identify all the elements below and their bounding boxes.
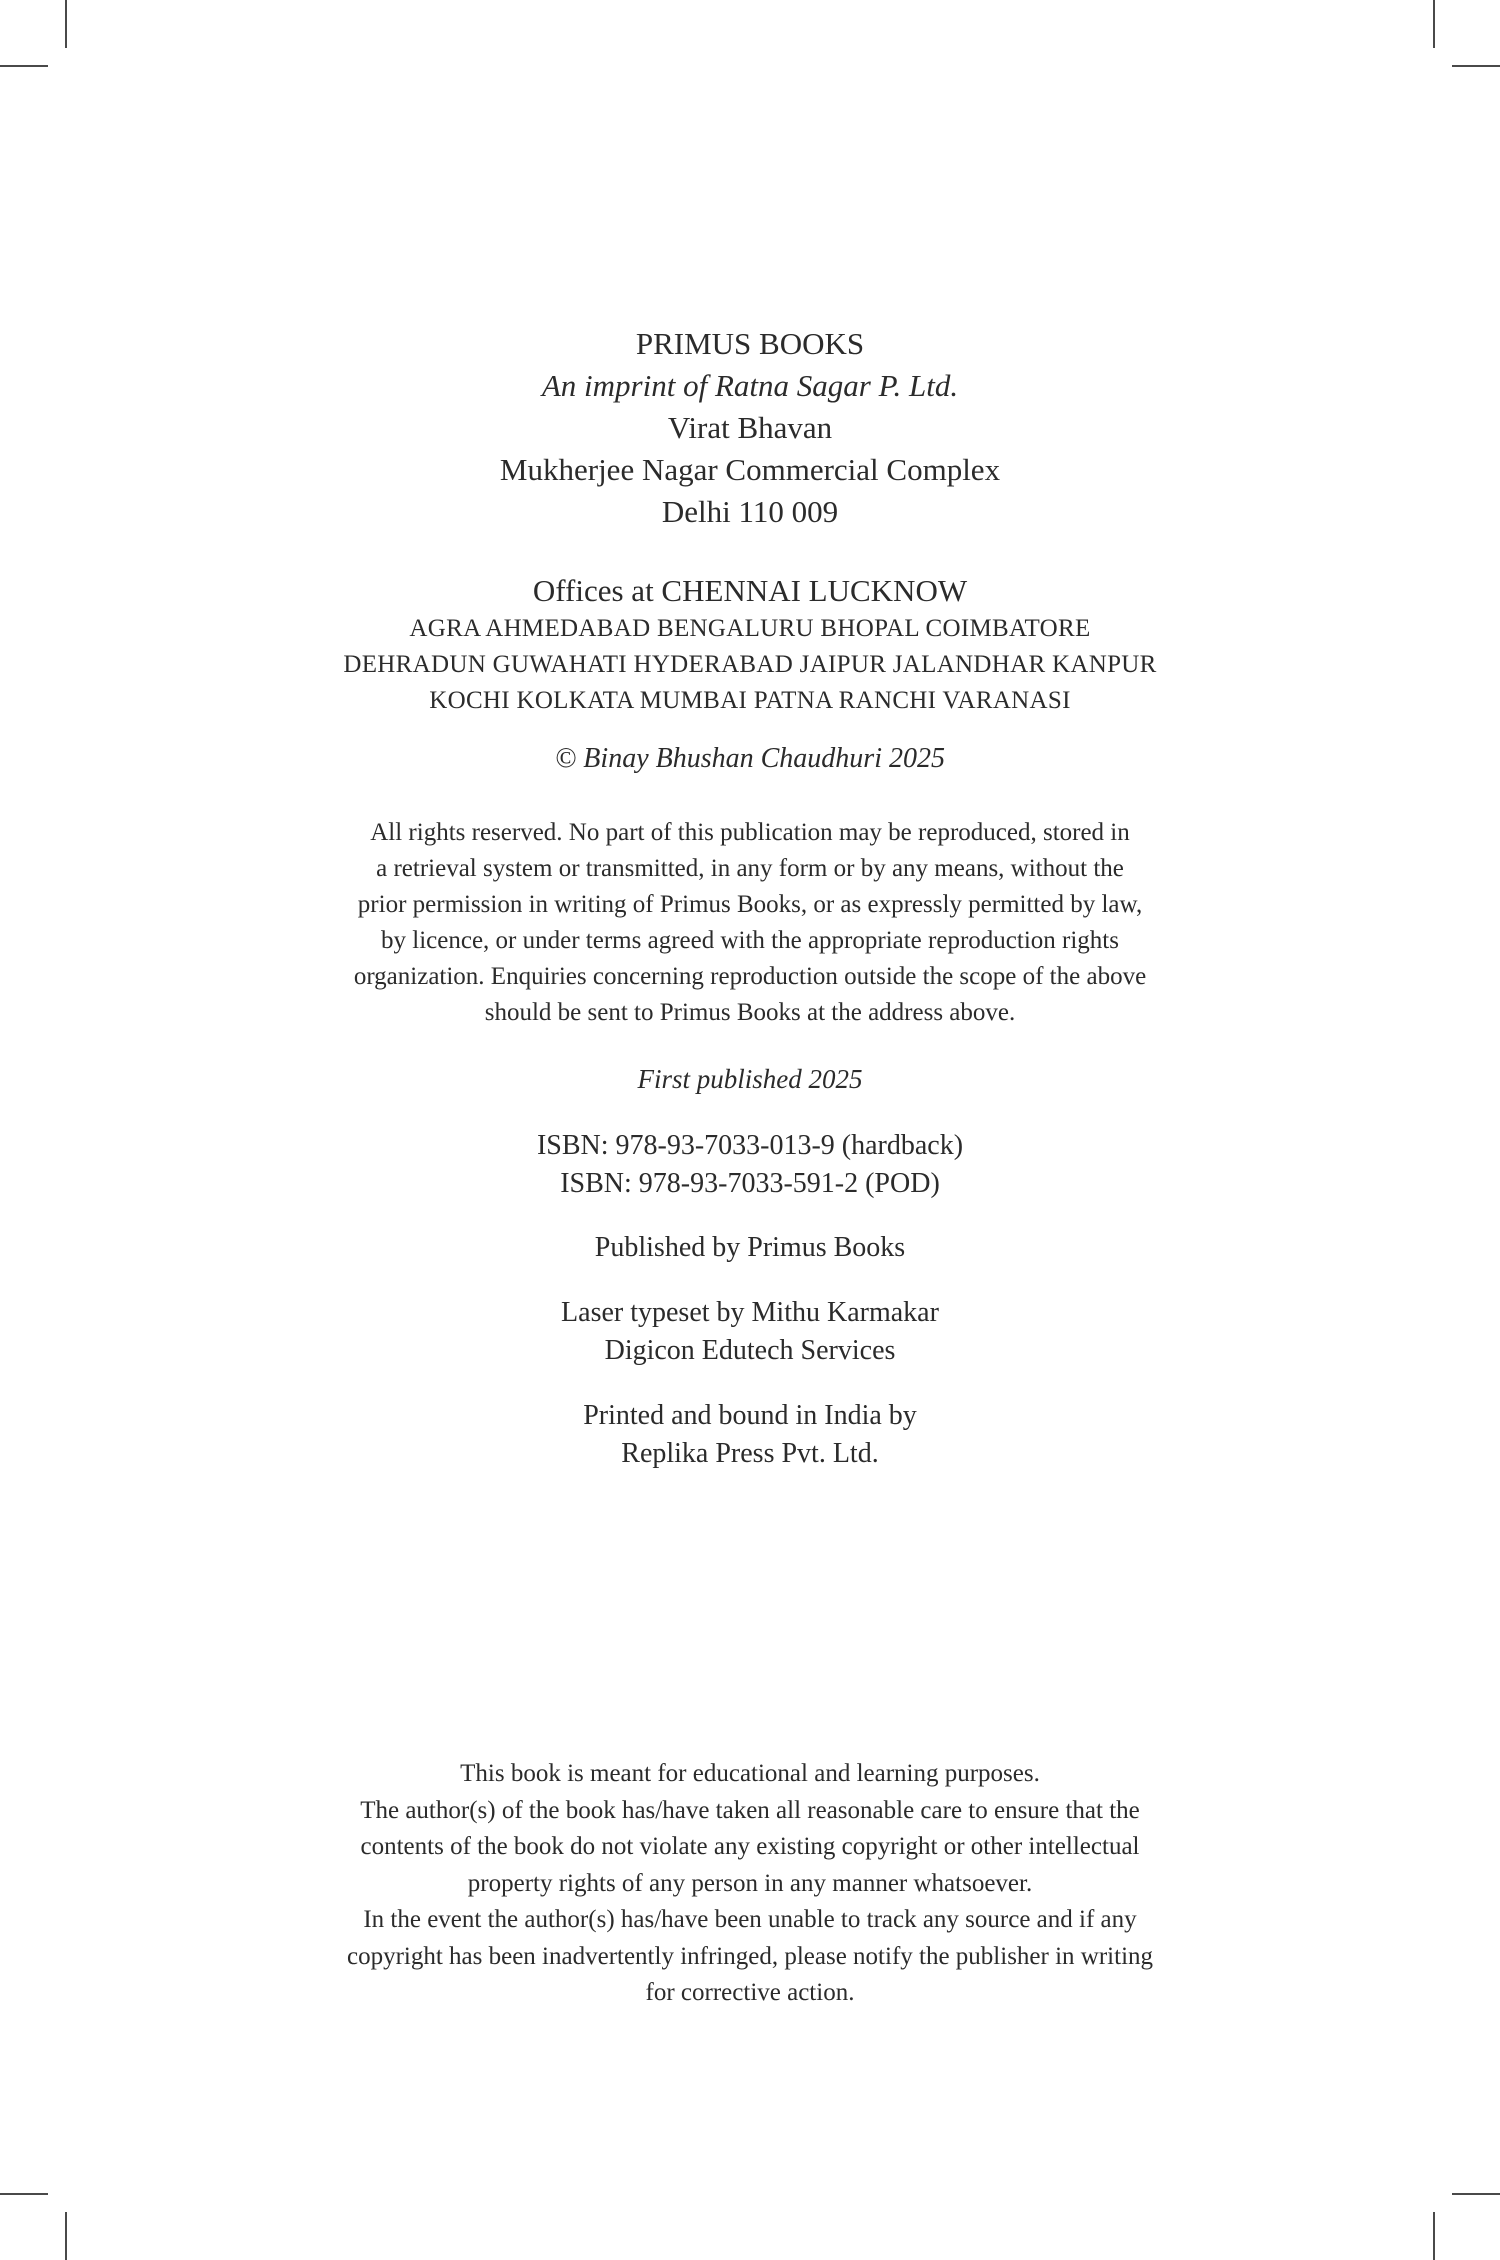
disclaimer-line: In the event the author(s) has/have been unable to track any source and if any <box>363 1906 1137 1933</box>
first-published <box>0 1060 1500 1098</box>
rights-line: organization. Enquiries concerning reproduction outside the scope of the above <box>353 963 1147 990</box>
disclaimer-line: This book is meant for educational and learning purposes. <box>460 1760 1040 1787</box>
published-by <box>0 1229 1500 1267</box>
rights-reserved-paragraph <box>0 815 1500 1031</box>
typeset-line: Laser typeset by Mithu Karmakar <box>561 1297 939 1328</box>
offices-list <box>0 571 1500 719</box>
crop-mark-bottom-left-horizontal <box>0 2193 48 2195</box>
offices-city-line: KOCHI KOLKATA MUMBAI PATNA RANCHI VARANASI <box>429 687 1071 714</box>
rights-line: prior permission in writing of Primus Books, or as expressly permitted by law, <box>357 891 1143 918</box>
offices-heading: Offices at CHENNAI LUCKNOW <box>532 573 968 608</box>
disclaimer-line: copyright has been inadvertently infringed, please notify the publisher in writing <box>346 1942 1154 1970</box>
crop-mark-top-right-horizontal <box>1452 65 1500 67</box>
copyright-line: © Binay Bhushan Chaudhuri 2025 <box>555 743 945 774</box>
address-line: Mukherjee Nagar Commercial Complex <box>499 452 1001 487</box>
crop-mark-bottom-right-vertical <box>1433 2212 1435 2260</box>
rights-line: All rights reserved. No part of this publication may be reproduced, stored in <box>370 819 1130 846</box>
disclaimer-line: for corrective action. <box>645 1979 855 2006</box>
crop-mark-bottom-right-horizontal <box>1452 2193 1500 2195</box>
published-by-line: Published by Primus Books <box>594 1232 906 1263</box>
publisher-imprint: An imprint of Ratna Sagar P. Ltd. <box>541 368 959 403</box>
disclaimer-line: property rights of any person in any manner whatsoever. <box>467 1869 1033 1897</box>
typeset-line: Digicon Edutech Services <box>604 1335 896 1366</box>
disclaimer-line: The author(s) of the book has/have taken all reasonable care to ensure that the <box>360 1796 1140 1824</box>
crop-mark-top-right-vertical <box>1433 0 1435 48</box>
publisher-name: PRIMUS BOOKS <box>635 326 865 361</box>
isbn-pod: ISBN: 978-93-7033-591-2 (POD) <box>560 1168 940 1199</box>
publisher-address <box>0 323 1500 533</box>
disclaimer-line: contents of the book do not violate any existing copyright or other intellectual <box>360 1833 1140 1860</box>
rights-line: by licence, or under terms agreed with the appropriate reproduction rights <box>381 927 1119 954</box>
isbn-hardback: ISBN: 978-93-7033-013-9 (hardback) <box>536 1130 964 1161</box>
printer-credit <box>0 1397 1500 1473</box>
copyright-notice <box>0 739 1500 779</box>
offices-city-line: AGRA AHMEDABAD BENGALURU BHOPAL COIMBATORE <box>409 615 1091 642</box>
rights-line: a retrieval system or transmitted, in any form or by any means, without the <box>376 855 1124 882</box>
typeset-credit <box>0 1294 1500 1370</box>
crop-mark-bottom-left-vertical <box>65 2212 67 2260</box>
disclaimer-paragraph <box>0 1756 1500 2012</box>
first-published-line: First published 2025 <box>637 1064 863 1094</box>
rights-line: should be sent to Primus Books at the address above. <box>484 999 1016 1026</box>
crop-mark-top-left-horizontal <box>0 65 48 67</box>
isbn-block <box>0 1127 1500 1203</box>
address-line: Delhi 110 009 <box>661 494 839 529</box>
printer-line: Replika Press Pvt. Ltd. <box>621 1438 879 1469</box>
address-line: Virat Bhavan <box>667 410 833 445</box>
offices-city-line: DEHRADUN GUWAHATI HYDERABAD JAIPUR JALANDHAR KANPUR <box>343 651 1157 678</box>
printer-line: Printed and bound in India by <box>583 1400 917 1431</box>
crop-mark-top-left-vertical <box>65 0 67 48</box>
